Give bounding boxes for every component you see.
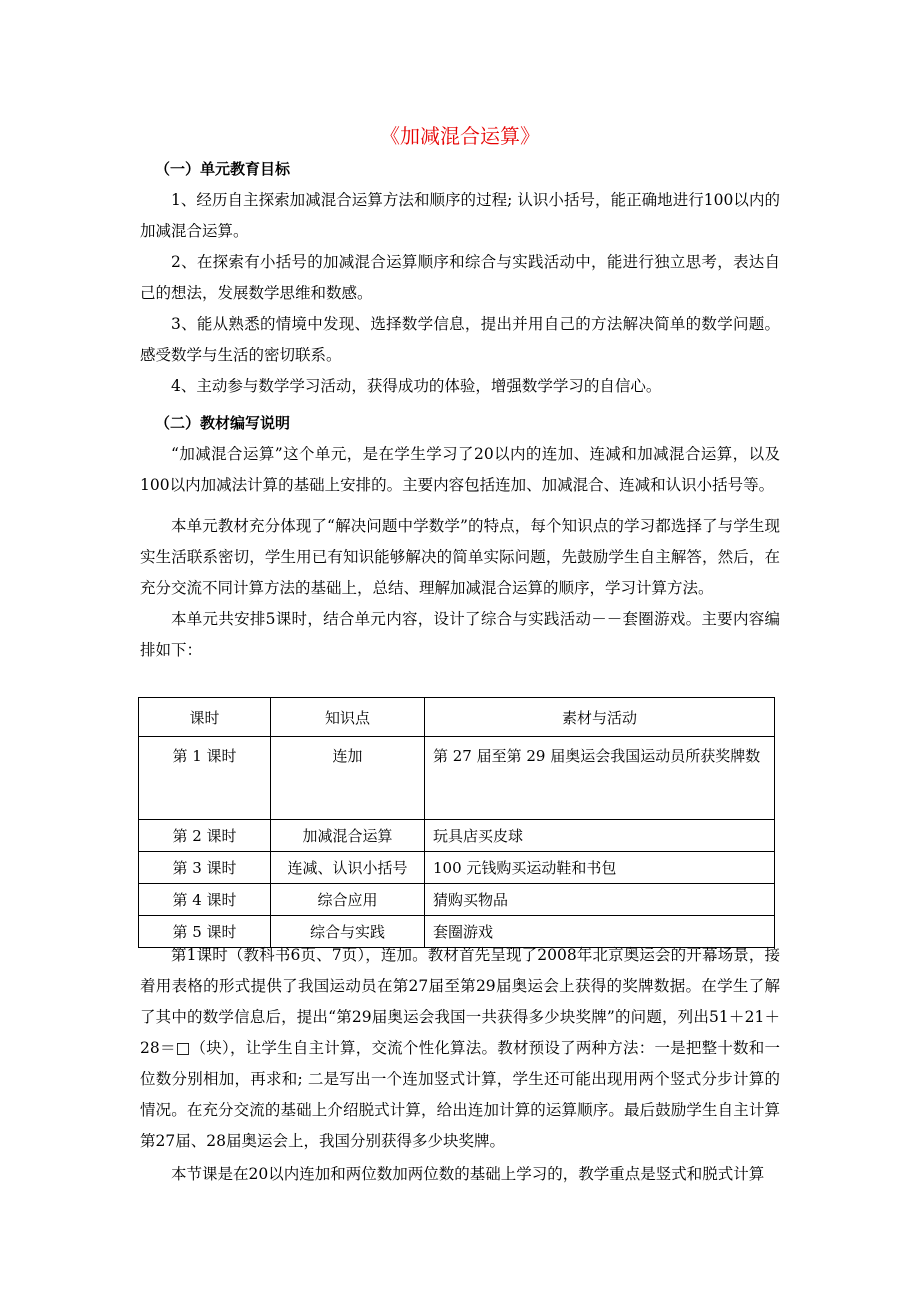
table-row [139,820,775,852]
section-heading: （一）单元教育目标 [155,160,291,178]
goal-item: 4、主动参与数学学习活动，获得成功的体验，增强数学学习的自信心。 [171,377,662,395]
table-row [139,737,775,820]
table-cell: 第 5 课时 [139,916,271,948]
table-row [139,884,775,916]
lesson-description [140,940,780,1190]
goal-item: 2、在探索有小括号的加减混合运算顺序和综合与实践活动中，能进行独立思考，表达自己的想法，发展数学思维和数感。 [140,253,780,302]
document-title: 《加减混合运算》 [380,124,540,148]
section-unit-goals [140,154,780,402]
table-cell: 连减、认识小括号 [271,852,425,884]
table-cell: 加减混合运算 [271,820,425,852]
paragraph: 本节课是在20以内连加和两位数加两位数的基础上学习的，教学重点是竖式和脱式计算 [171,1165,765,1183]
header-cell: 课时 [139,698,271,737]
table-cell: 猜购买物品 [425,884,775,916]
goal-item: 1、经历自主探索加减混合运算方法和顺序的过程; 认识小括号，能正确地进行100以内的加减混合运算。 [140,191,780,240]
paragraph: “加减混合运算”这个单元，是在学生学习了20以内的连加、连减和加减混合运算，以及100以内加减法计算的基础上安排的。主要内容包括连加、加减混合、连减和认识小括号等。 [140,445,780,494]
paragraph: 本单元共安排5课时，结合单元内容，设计了综合与实践活动－－套圈游戏。主要内容编排如下： [140,610,780,659]
paragraph: 本单元教材充分体现了“解决问题中学数学”的特点，每个知识点的学习都选择了与学生现实生活联系密切，学生用已有知识能够解决的简单实际问题，先鼓励学生自主解答，然后，在充分交流不同计算方法的基础上，总结、理解加减混合运算的顺序，学习计算方法。 [140,517,780,597]
table-cell: 第 4 课时 [139,884,271,916]
table-cell: 玩具店买皮球 [425,820,775,852]
goal-item: 3、能从熟悉的情境中发现、选择数学信息，提出并用自己的方法解决简单的数学问题。感受数学与生活的密切联系。 [140,315,780,364]
table-row [139,852,775,884]
table-cell: 综合应用 [271,884,425,916]
table-cell: 综合与实践 [271,916,425,948]
section-heading: （二）教材编写说明 [155,414,291,432]
table-cell: 第 27 届至第 29 届奥运会我国运动员所获奖牌数 [425,737,775,820]
table-cell: 第 2 课时 [139,820,271,852]
lesson-table [138,697,775,948]
table-cell: 连加 [271,737,425,820]
table-cell: 套圈游戏 [425,916,775,948]
table-cell: 第 3 课时 [139,852,271,884]
table-header-row [139,698,775,737]
header-cell: 素材与活动 [425,698,775,737]
paragraph: 第1课时（教科书6页、7页），连加。教材首先呈现了2008年北京奥运会的开幕场景，接着用表格的形式提供了我国运动员在第27届至第29届奥运会上获得的奖牌数据。在学生了解了其中的数学信息后，提出“第29届奥运会我国一共获得多少块奖牌”的问题，列出51＋21＋28＝□（块），让学生自主计算，交流个性化算法。教材预设了两种方法：一是把整十数和一位数分别相加，再求和; 二是写出一个连加竖式计算，学生还可能出现用两个竖式分步计算的情况。在充分交流的基础上介绍脱式计算，给出连加计算的运算顺序。最后鼓励学生自主计算第27届、28届奥运会上，我国分别获得多少块奖牌。 [140,946,780,1150]
header-cell: 知识点 [271,698,425,737]
table-cell: 100 元钱购买运动鞋和书包 [425,852,775,884]
table-cell: 第 1 课时 [139,737,271,820]
section-textbook-notes [140,408,780,666]
